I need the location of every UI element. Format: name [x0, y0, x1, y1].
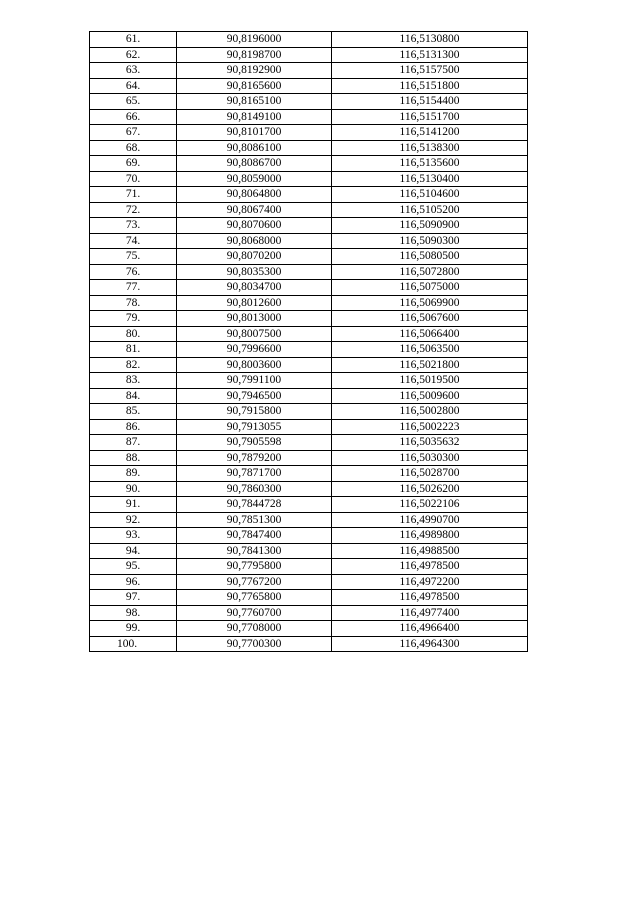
x-coordinate-cell: 90,7700300	[177, 636, 332, 652]
point-number-cell: 64.	[90, 78, 177, 94]
table-row	[90, 78, 528, 94]
table-row	[90, 605, 528, 621]
coordinates-table-body	[90, 32, 528, 652]
point-number-cell: 67.	[90, 125, 177, 141]
y-coordinate-cell: 116,5072800	[332, 264, 528, 280]
x-coordinate-cell: 90,7760700	[177, 605, 332, 621]
x-coordinate-cell: 90,8101700	[177, 125, 332, 141]
point-number-cell: 80.	[90, 326, 177, 342]
point-number-cell: 82.	[90, 357, 177, 373]
x-coordinate-cell: 90,8012600	[177, 295, 332, 311]
y-coordinate-cell: 116,4966400	[332, 621, 528, 637]
x-coordinate-cell: 90,8067400	[177, 202, 332, 218]
x-coordinate-cell: 90,7913055	[177, 419, 332, 435]
x-coordinate-cell: 90,7996600	[177, 342, 332, 358]
x-coordinate-cell: 90,8013000	[177, 311, 332, 327]
x-coordinate-cell: 90,7946500	[177, 388, 332, 404]
y-coordinate-cell: 116,4978500	[332, 590, 528, 606]
y-coordinate-cell: 116,5104600	[332, 187, 528, 203]
table-row	[90, 125, 528, 141]
x-coordinate-cell: 90,8165600	[177, 78, 332, 94]
y-coordinate-cell: 116,4964300	[332, 636, 528, 652]
x-coordinate-cell: 90,8064800	[177, 187, 332, 203]
table-row	[90, 512, 528, 528]
x-coordinate-cell: 90,8059000	[177, 171, 332, 187]
point-number-cell: 65.	[90, 94, 177, 110]
point-number-cell: 88.	[90, 450, 177, 466]
point-number-cell: 63.	[90, 63, 177, 79]
y-coordinate-cell: 116,4990700	[332, 512, 528, 528]
y-coordinate-cell: 116,4988500	[332, 543, 528, 559]
x-coordinate-cell: 90,7765800	[177, 590, 332, 606]
y-coordinate-cell: 116,5090900	[332, 218, 528, 234]
table-row	[90, 47, 528, 63]
x-coordinate-cell: 90,8003600	[177, 357, 332, 373]
table-row	[90, 233, 528, 249]
y-coordinate-cell: 116,4977400	[332, 605, 528, 621]
table-row	[90, 264, 528, 280]
point-number-cell: 98.	[90, 605, 177, 621]
point-number-cell: 72.	[90, 202, 177, 218]
y-coordinate-cell: 116,5135600	[332, 156, 528, 172]
y-coordinate-cell: 116,5066400	[332, 326, 528, 342]
y-coordinate-cell: 116,5069900	[332, 295, 528, 311]
coordinates-table	[89, 31, 528, 652]
point-number-cell: 96.	[90, 574, 177, 590]
table-row	[90, 295, 528, 311]
point-number-cell: 91.	[90, 497, 177, 513]
x-coordinate-cell: 90,7844728	[177, 497, 332, 513]
table-row	[90, 621, 528, 637]
point-number-cell: 76.	[90, 264, 177, 280]
x-coordinate-cell: 90,8070200	[177, 249, 332, 265]
x-coordinate-cell: 90,8149100	[177, 109, 332, 125]
x-coordinate-cell: 90,7915800	[177, 404, 332, 420]
x-coordinate-cell: 90,7795800	[177, 559, 332, 575]
x-coordinate-cell: 90,8198700	[177, 47, 332, 63]
y-coordinate-cell: 116,5105200	[332, 202, 528, 218]
point-number-cell: 71.	[90, 187, 177, 203]
y-coordinate-cell: 116,4972200	[332, 574, 528, 590]
table-row	[90, 435, 528, 451]
table-row	[90, 590, 528, 606]
y-coordinate-cell: 116,5154400	[332, 94, 528, 110]
point-number-cell: 69.	[90, 156, 177, 172]
point-number-cell: 77.	[90, 280, 177, 296]
table-row	[90, 156, 528, 172]
point-number-cell: 95.	[90, 559, 177, 575]
y-coordinate-cell: 116,5080500	[332, 249, 528, 265]
table-row	[90, 326, 528, 342]
y-coordinate-cell: 116,5028700	[332, 466, 528, 482]
table-row	[90, 342, 528, 358]
point-number-cell: 93.	[90, 528, 177, 544]
point-number-cell: 100.	[90, 636, 177, 652]
x-coordinate-cell: 90,7905598	[177, 435, 332, 451]
point-number-cell: 99.	[90, 621, 177, 637]
y-coordinate-cell: 116,5131300	[332, 47, 528, 63]
point-number-cell: 94.	[90, 543, 177, 559]
x-coordinate-cell: 90,7991100	[177, 373, 332, 389]
table-row	[90, 311, 528, 327]
y-coordinate-cell: 116,5035632	[332, 435, 528, 451]
x-coordinate-cell: 90,8196000	[177, 32, 332, 48]
table-row	[90, 373, 528, 389]
x-coordinate-cell: 90,8086100	[177, 140, 332, 156]
y-coordinate-cell: 116,4978500	[332, 559, 528, 575]
table-row	[90, 94, 528, 110]
x-coordinate-cell: 90,7879200	[177, 450, 332, 466]
table-row	[90, 559, 528, 575]
x-coordinate-cell: 90,8070600	[177, 218, 332, 234]
x-coordinate-cell: 90,7851300	[177, 512, 332, 528]
y-coordinate-cell: 116,5138300	[332, 140, 528, 156]
x-coordinate-cell: 90,7860300	[177, 481, 332, 497]
y-coordinate-cell: 116,4989800	[332, 528, 528, 544]
point-number-cell: 75.	[90, 249, 177, 265]
y-coordinate-cell: 116,5026200	[332, 481, 528, 497]
y-coordinate-cell: 116,5002800	[332, 404, 528, 420]
y-coordinate-cell: 116,5130400	[332, 171, 528, 187]
y-coordinate-cell: 116,5141200	[332, 125, 528, 141]
y-coordinate-cell: 116,5022106	[332, 497, 528, 513]
table-row	[90, 109, 528, 125]
y-coordinate-cell: 116,5075000	[332, 280, 528, 296]
table-row	[90, 187, 528, 203]
table-row	[90, 171, 528, 187]
point-number-cell: 61.	[90, 32, 177, 48]
x-coordinate-cell: 90,7767200	[177, 574, 332, 590]
point-number-cell: 66.	[90, 109, 177, 125]
point-number-cell: 92.	[90, 512, 177, 528]
y-coordinate-cell: 116,5067600	[332, 311, 528, 327]
point-number-cell: 78.	[90, 295, 177, 311]
y-coordinate-cell: 116,5063500	[332, 342, 528, 358]
point-number-cell: 84.	[90, 388, 177, 404]
table-row	[90, 388, 528, 404]
table-row	[90, 481, 528, 497]
point-number-cell: 83.	[90, 373, 177, 389]
point-number-cell: 73.	[90, 218, 177, 234]
point-number-cell: 86.	[90, 419, 177, 435]
point-number-cell: 74.	[90, 233, 177, 249]
x-coordinate-cell: 90,8034700	[177, 280, 332, 296]
table-row	[90, 202, 528, 218]
point-number-cell: 87.	[90, 435, 177, 451]
table-row	[90, 466, 528, 482]
table-row	[90, 249, 528, 265]
x-coordinate-cell: 90,8086700	[177, 156, 332, 172]
table-row	[90, 32, 528, 48]
point-number-cell: 90.	[90, 481, 177, 497]
x-coordinate-cell: 90,8007500	[177, 326, 332, 342]
table-row	[90, 636, 528, 652]
y-coordinate-cell: 116,5157500	[332, 63, 528, 79]
table-row	[90, 280, 528, 296]
table-row	[90, 450, 528, 466]
point-number-cell: 68.	[90, 140, 177, 156]
y-coordinate-cell: 116,5009600	[332, 388, 528, 404]
point-number-cell: 62.	[90, 47, 177, 63]
table-row	[90, 528, 528, 544]
table-row	[90, 140, 528, 156]
x-coordinate-cell: 90,8068000	[177, 233, 332, 249]
x-coordinate-cell: 90,7708000	[177, 621, 332, 637]
x-coordinate-cell: 90,7871700	[177, 466, 332, 482]
point-number-cell: 85.	[90, 404, 177, 420]
y-coordinate-cell: 116,5130800	[332, 32, 528, 48]
point-number-cell: 81.	[90, 342, 177, 358]
table-row	[90, 497, 528, 513]
y-coordinate-cell: 116,5030300	[332, 450, 528, 466]
x-coordinate-cell: 90,7847400	[177, 528, 332, 544]
table-row	[90, 543, 528, 559]
table-row	[90, 404, 528, 420]
x-coordinate-cell: 90,8035300	[177, 264, 332, 280]
table-row	[90, 419, 528, 435]
x-coordinate-cell: 90,8192900	[177, 63, 332, 79]
table-row	[90, 218, 528, 234]
point-number-cell: 70.	[90, 171, 177, 187]
table-row	[90, 357, 528, 373]
y-coordinate-cell: 116,5151700	[332, 109, 528, 125]
table-row	[90, 63, 528, 79]
x-coordinate-cell: 90,8165100	[177, 94, 332, 110]
x-coordinate-cell: 90,7841300	[177, 543, 332, 559]
point-number-cell: 89.	[90, 466, 177, 482]
point-number-cell: 79.	[90, 311, 177, 327]
table-row	[90, 574, 528, 590]
y-coordinate-cell: 116,5021800	[332, 357, 528, 373]
y-coordinate-cell: 116,5002223	[332, 419, 528, 435]
point-number-cell: 97.	[90, 590, 177, 606]
y-coordinate-cell: 116,5090300	[332, 233, 528, 249]
y-coordinate-cell: 116,5151800	[332, 78, 528, 94]
y-coordinate-cell: 116,5019500	[332, 373, 528, 389]
